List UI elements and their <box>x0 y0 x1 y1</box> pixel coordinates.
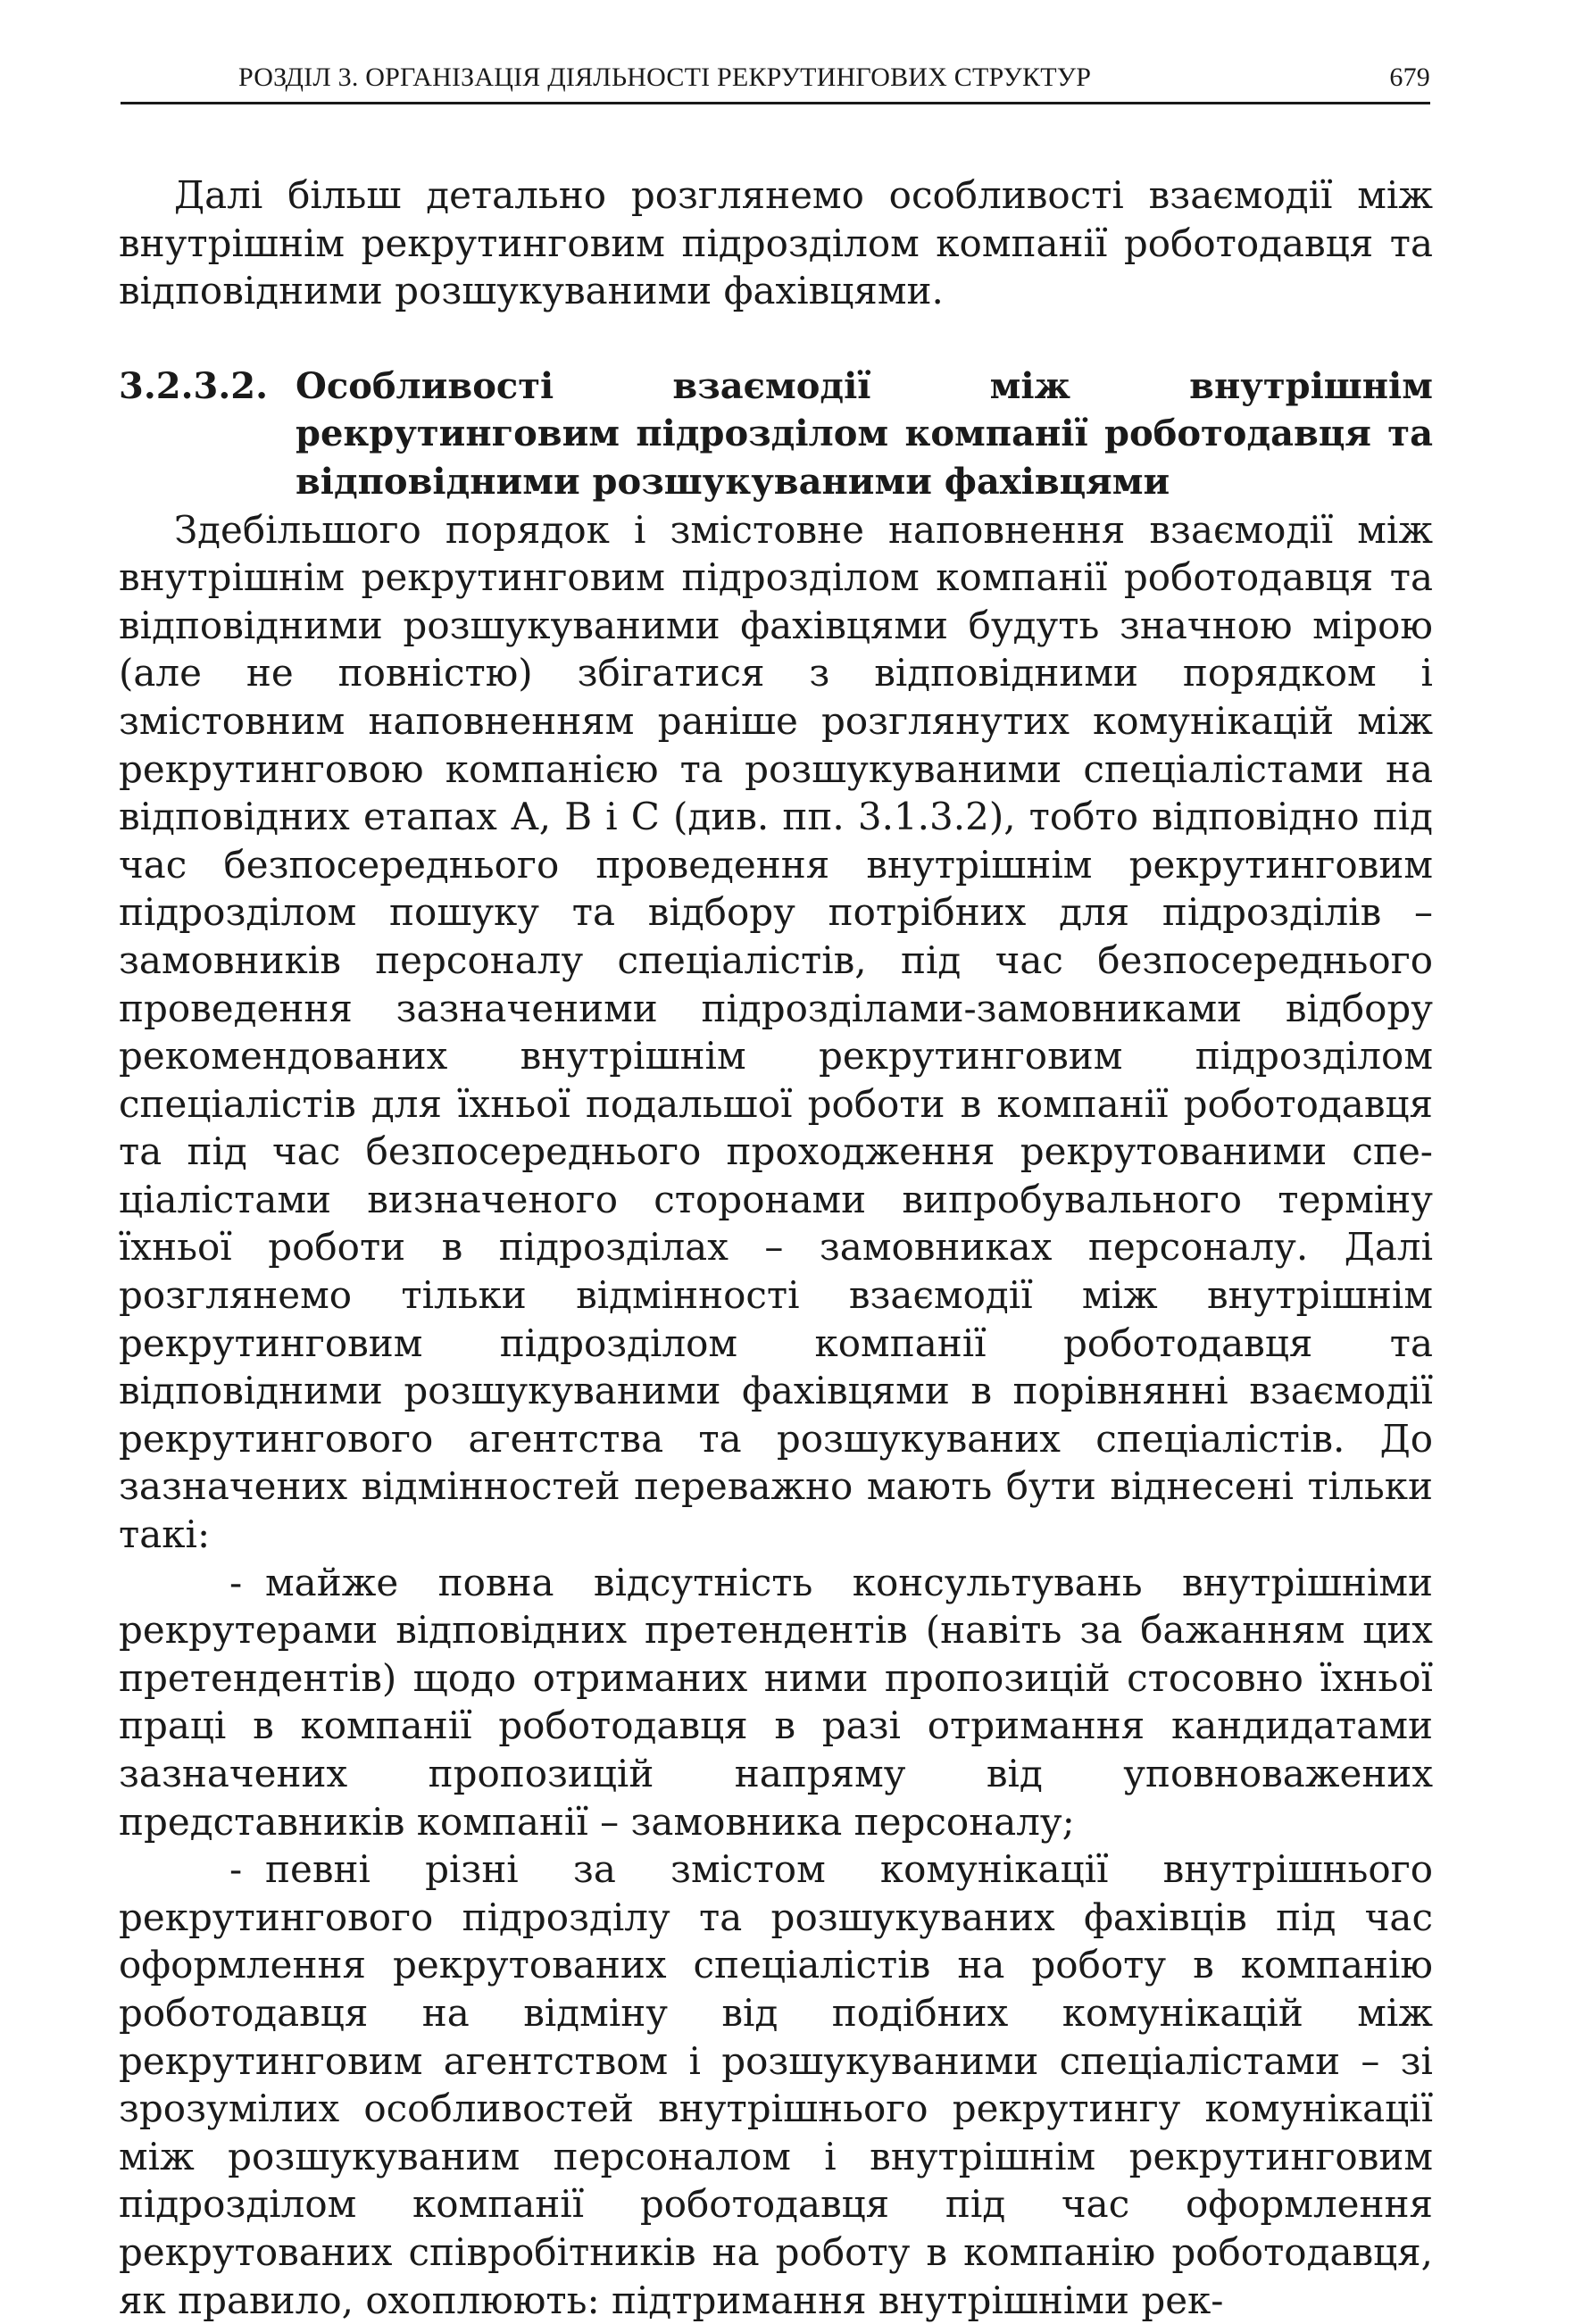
intro-paragraph: Далі більш детально розглянемо особливості взаємодії між внутрішнім рекрутинговим підрозділом компанії роботодавця та відповідними розшукуваними фахівцями. <box>119 173 1433 313</box>
main-paragraph: Здебільшого порядок і змістовне наповнення взаємодії між внутрішнім рекрутинговим підрозділом компанії роботодавця та відповідними розшукуваними фахівцями будуть значною мірою (але не повністю) збігатися з відповідними порядком і змістовним наповненням раніше розглянутих комунікацій між рекрутинговою компанією та розшукуваними спеціалістами на відповідних етапах А, В і С (див. пп. 3.1.3.2), тобто відповідно під час безпосереднього проведення внутрішнім рекрутинговим підрозділом пошуку та відбору потрібних для підрозділів – замовників персоналу спеціалістів, під час безпосереднього проведення зазначеними підрозділами-замовниками відбору рекомендованих внутрішнім рекрутинговим підрозділом спеціалістів для їхньої подальшої роботи в компанії роботодавця та під час безпосереднього проходження рекрутованими спеціалістами визначеного сторонами випробувального терміну їхньої роботи в підрозділах – замовниках персоналу. Далі розглянемо тільки відмінності взаємодії між внутрішнім рекрутинговим підрозділом компанії роботодавця та відповідними розшукуваними фахівцями в порівнянні взаємодії рекрутингового агентства та розшукуваних спеціалістів. До зазначених відмінностей переважно мають бути віднесені тільки такі: <box>119 507 1433 1557</box>
list-marker: - <box>229 1847 243 1892</box>
section-title: Особливості взаємодії між внутрішнім рекрутинговим підрозділом компанії роботодавця та відповідними розшукуваними фахівцями <box>296 364 1433 503</box>
running-title: РОЗДІЛ 3. ОРГАНІЗАЦІЯ ДІЯЛЬНОСТІ РЕКРУТИНГОВИХ СТРУКТУР <box>238 62 1092 92</box>
list-item-text: певні різні за змістом комунікації внутрішнього рекрутингового підрозділу та розшукуваних фахівців під час оформлення рекрутованих спеціалістів на роботу в компанію роботодавця на відміну від подібних комунікацій між рекрутинговим агентством і розшукуваними спеціалістами – зі зрозумілих особливостей внутрішнього рекрутингу комунікації між розшукуваним персоналом і внутрішнім рекрутинговим підрозділом компанії роботодавця під час оформлення рекрутованих співробітників на роботу в компанію роботодавця, як правило, охоплюють: підтримання внутрішніми рек- <box>119 1847 1433 2322</box>
list-item <box>119 1845 1433 2324</box>
section-heading <box>119 362 1433 506</box>
running-header <box>121 55 1430 104</box>
page-number: 679 <box>1389 62 1430 92</box>
list-item-text: майже повна відсутність консультувань внутрішніми рекрутерами відповідних претендентів (навіть за бажанням цих претендентів) щодо отриманих ними пропозицій стосовно їхньої праці в компанії роботодавця в разі отримання кандидатами зазначених пропозицій напряму від уповноважених представників компанії – замовника персоналу; <box>119 1560 1433 1844</box>
list-item <box>119 1559 1433 1846</box>
list-marker: - <box>229 1560 243 1604</box>
body-text <box>119 171 1433 2324</box>
section-number: 3.2.3.2. <box>119 364 269 407</box>
